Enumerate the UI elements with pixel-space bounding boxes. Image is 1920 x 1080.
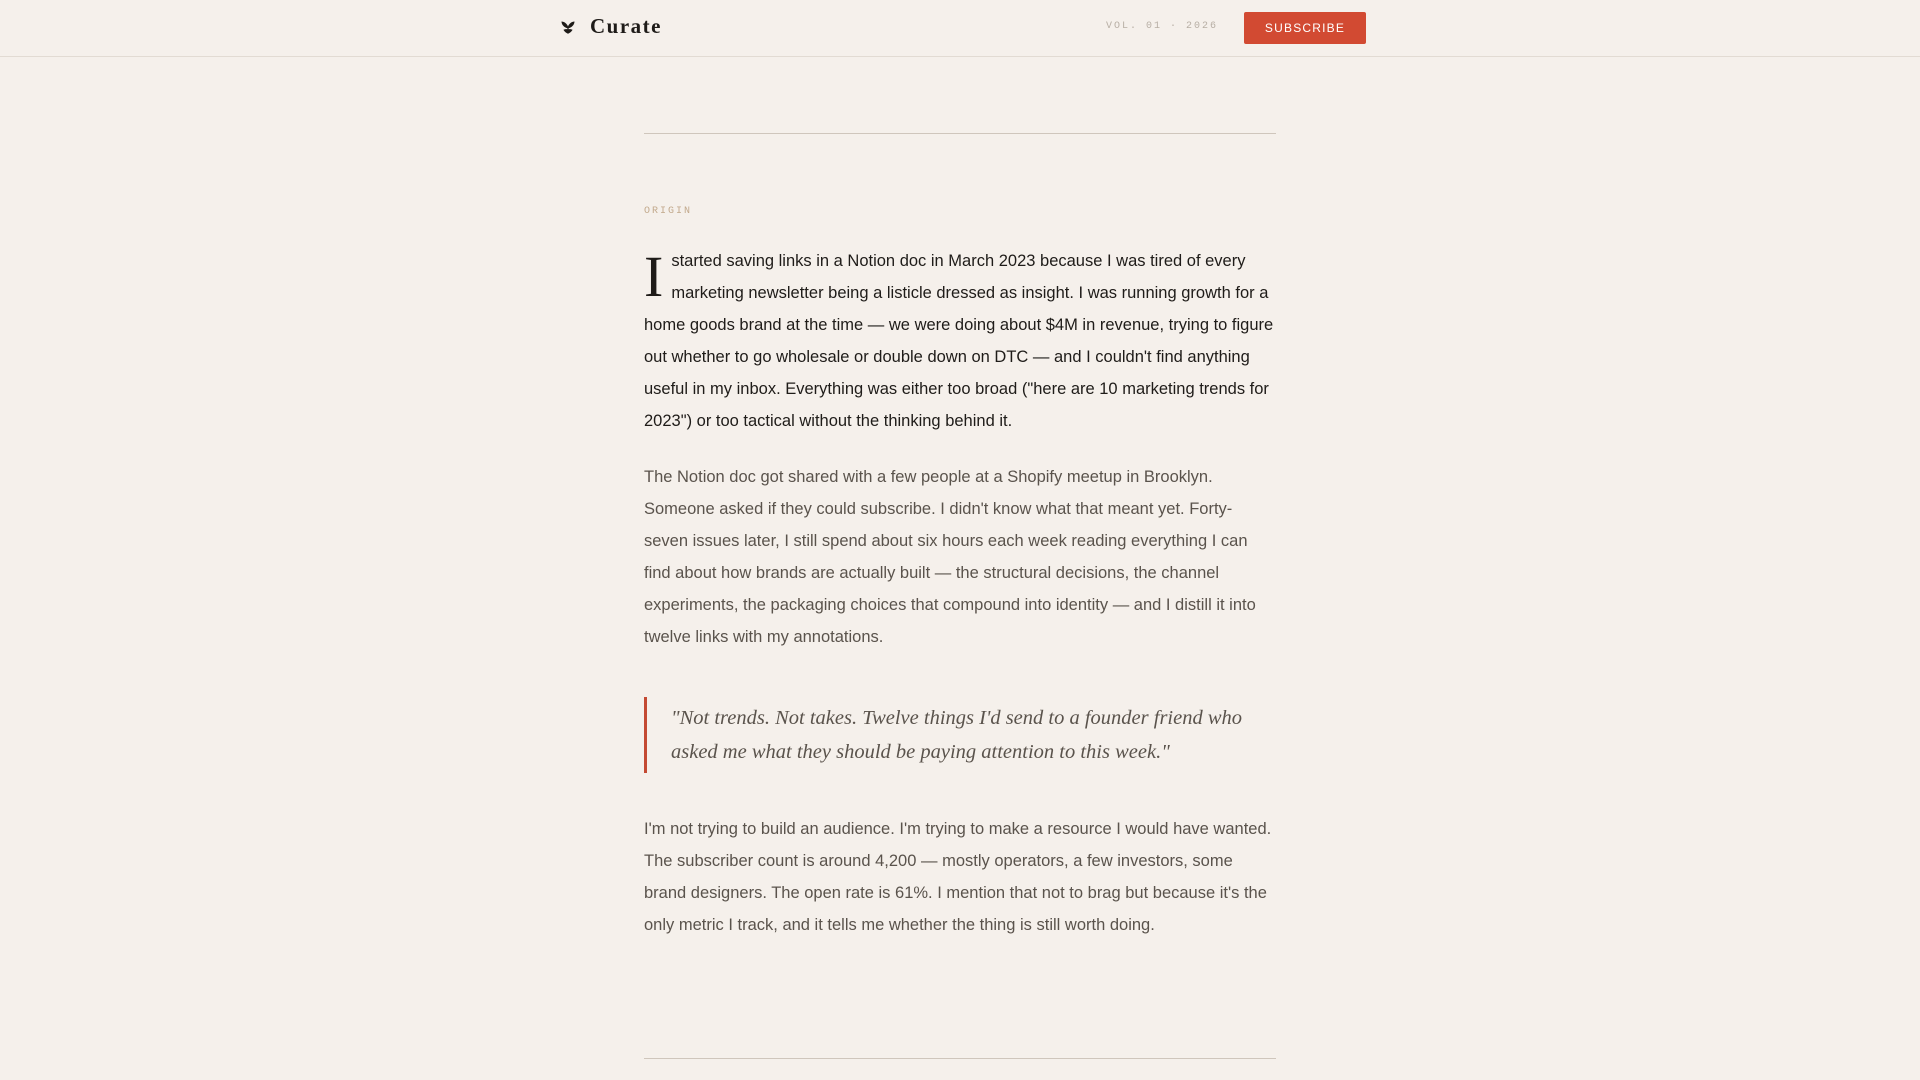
article-body xyxy=(644,245,1276,941)
body-paragraph-3: I'm not trying to build an audience. I'm trying to make a resource I would have wanted. The subscriber count is around 4,200 — mostly operators, a few investors, some brand designers. The open rate is 61%. I mention that not to brag but because it's the only metric I track, and it tells me whether the thing is still worth doing. xyxy=(644,820,1272,934)
brand-logo[interactable] xyxy=(560,14,662,39)
brand-name: Curate xyxy=(590,14,662,38)
lead-paragraph-text: started saving links in a Notion doc in March 2023 because I was tired of every marketing newsletter being a listicle dressed as insight. I was running growth for a home goods brand at the time — we were doing about $4M in revenue, trying to figure out whether to go wholesale or double down on DTC — and I couldn't find anything useful in my inbox. Everything was either too broad ("here are 10 marketing trends for 2023") or too tactical without the thinking behind it. xyxy=(644,252,1274,430)
drop-cap: I xyxy=(644,244,664,309)
volume-label: VOL. 01 · 2026 xyxy=(1106,21,1219,32)
top-divider xyxy=(644,133,1276,134)
subscribe-button[interactable]: SUBSCRIBE xyxy=(1244,12,1366,44)
lead-paragraph xyxy=(644,245,1276,437)
heart-leaf-icon xyxy=(560,19,576,35)
pull-quote: "Not trends. Not takes. Twelve things I'd send to a founder friend who asked me what they should be paying attention to this week." xyxy=(644,697,1276,773)
body-paragraph-2: The Notion doc got shared with a few people at a Shopify meetup in Brooklyn. Someone asked if they could subscribe. I didn't know what that meant yet. Forty-seven issues later, I still spend about six hours each week reading everything I can find about how brands are actually built — the structural decisions, the channel experiments, the packaging choices that compound into identity — and I distill it into twelve links with my annotations. xyxy=(644,468,1256,646)
section-label: ORIGIN xyxy=(644,206,693,217)
top-navigation-bar xyxy=(0,0,1920,57)
bottom-divider xyxy=(644,1058,1276,1059)
